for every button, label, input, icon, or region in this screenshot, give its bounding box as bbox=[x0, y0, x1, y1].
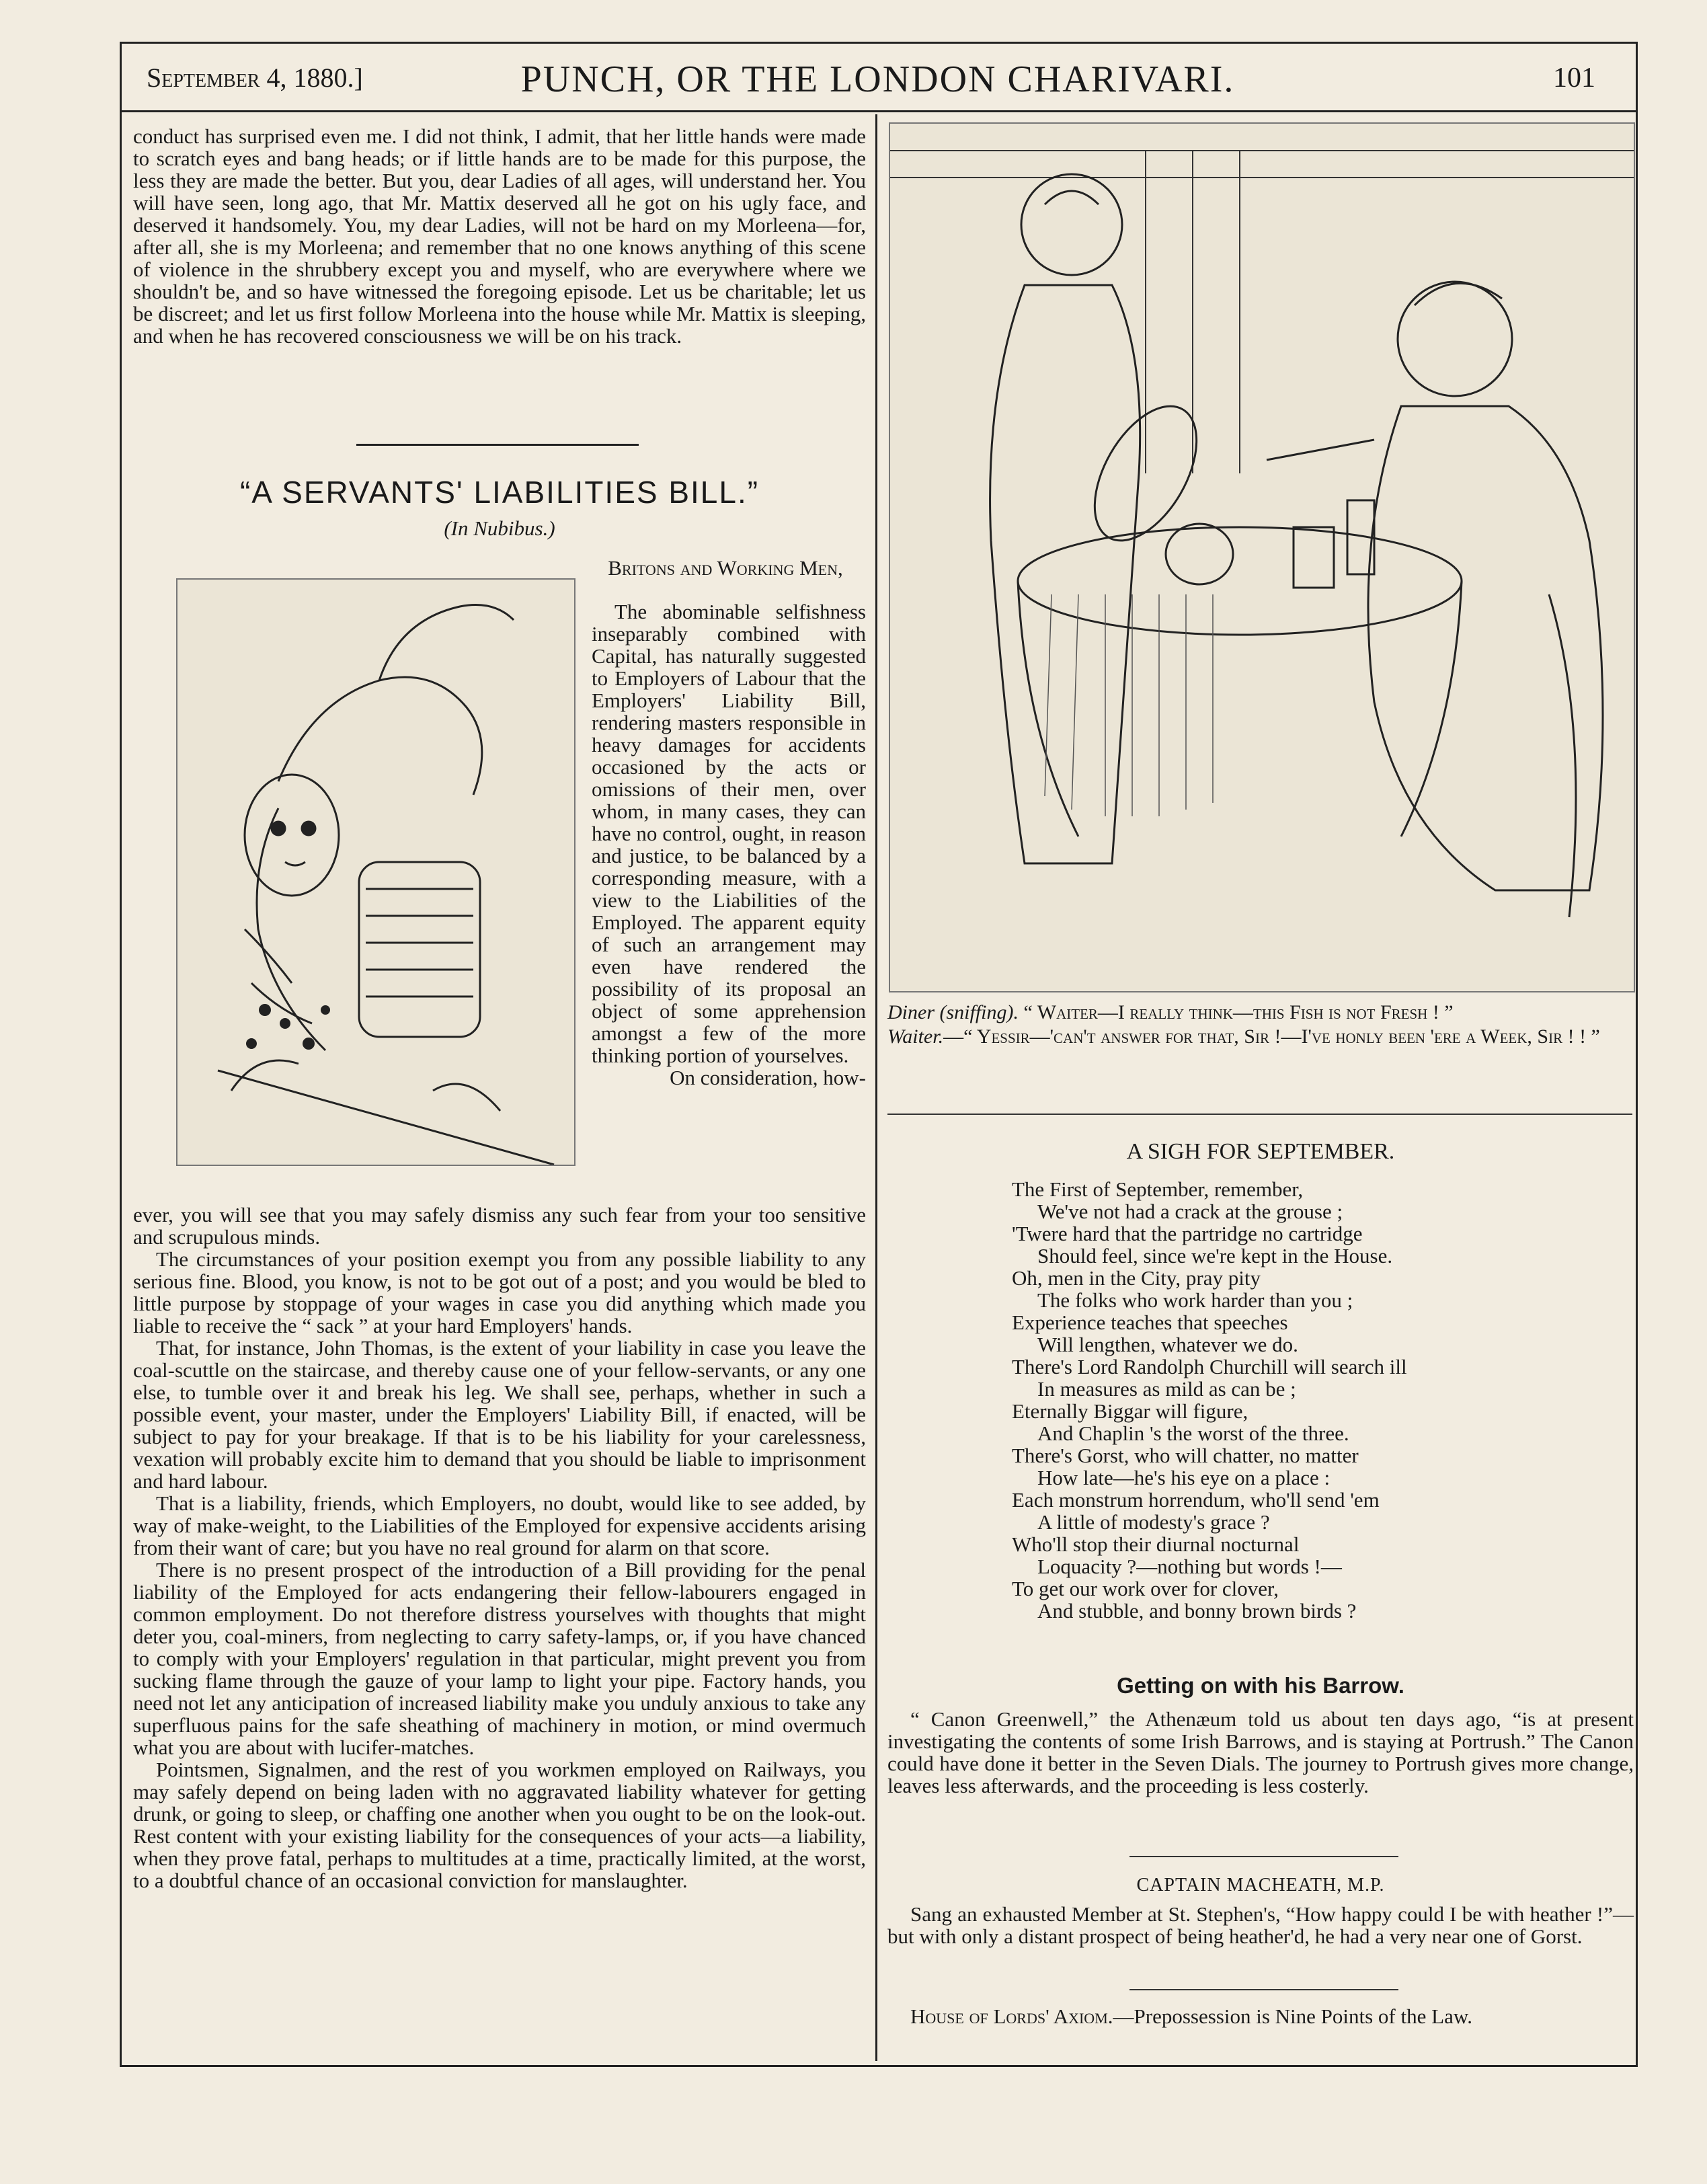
article-body: ever, you will see that you may safely dismiss any such fear from your too sensitive and scrupulous minds. The circumstances of your position exempt you from any possible liability to any serious fine. Blood, you know, is not to be got out of a post; and you would be bled to little purpose by stoppage of your wages in case you did anything which made you liable to receive the “ sack ” at your hard Employers' hands. That, for instance, John Thomas, is the extent of your liability in case you leave the coal-scuttle on the staircase, and thereby cause one of your fellow-servants, or any one else, to tumble over it and break his leg. We shall see, perhaps, whether in such a possible event, your master, under the Employers' Liability Bill, if enacted, will be subject to pay for your breakage. If that is to be his liability for your carelessness, vexation will probably excite him to demand that you should be liable to imprisonment and hard labour. That is a liability, friends, which Employers, no doubt, would like to see added, by way of make-weight, to the Liabilities of the Employed for expensive accidents arising from their want of care; but you have no real ground for alarm on that score. There is no present prospect of the introduction of a Bill providing for the penal liability of the Employed for acts endangering their fellow-labourers engaged in common employment. Do not therefore distress yourselves with thoughts that might deter you, coal-miners, from neglecting to carry safety-lamps, or, if you have chanced to comply with your Employers' regulation in that particular, might prevent you from sucking flame through the gauze of your lamp to light your pipe. Factory hands, you need not let any anticipation of increased liability make you unduly anxious to take any superfluous pains for the safe sheathing of machinery in motion, or mind overmuch what you are about with lucifer-matches. Pointsmen, Signalmen, and the rest of you workmen employed on Railways, you may safely depend on being laden with no aggravated liability whatever for getting drunk, or going to sleep, or chaffing one another when you ought to be on the look-out. Rest content with your existing liability for the consequences of your acts—a liability, when they prove fatal, perhaps to multitudes at a time, practically limited, at the worst, to a doubtful chance of an occasional conviction for manslaughter. bbox=[133, 1203, 866, 1892]
issue-date: September 4, 1880.] bbox=[147, 63, 363, 93]
falling-servant-drawing bbox=[177, 580, 574, 1165]
poem-line: 'Twere hard that the partridge no cartridge bbox=[1012, 1222, 1363, 1245]
poem-line: And stubble, and bonny brown birds ? bbox=[1037, 1599, 1357, 1623]
poem-body bbox=[1012, 1178, 1407, 1622]
barrow-paragraph: “ Canon Greenwell,” the Athenæum told us about ten days ago, “is at present investigating the contents of some Irish Barrows, and is staying at Portrush.” The Canon could have done it better in the Seven Dials. The journey to Portrush gives more change, leaves less afterwards, and the proceeding is less costerly. bbox=[887, 1707, 1634, 1797]
poem-line: There's Gorst, who will chatter, no matter bbox=[1012, 1444, 1359, 1467]
poem-line: Each monstrum horrendum, who'll send 'em bbox=[1012, 1488, 1380, 1512]
column-divider bbox=[875, 114, 877, 2061]
poem-line: Experience teaches that speeches bbox=[1012, 1311, 1288, 1334]
poem-line: The folks who work harder than you ; bbox=[1037, 1288, 1353, 1312]
restaurant-cartoon bbox=[889, 122, 1635, 992]
waiter-line: —“ Yessir—'can't answer for that, Sir !—I've honly been 'ere a Week, Sir ! ! ” bbox=[943, 1025, 1600, 1048]
poem-line: Will lengthen, whatever we do. bbox=[1037, 1333, 1298, 1356]
article-subtitle: (In Nubibus.) bbox=[444, 516, 555, 540]
poem-line: The First of September, remember, bbox=[1012, 1177, 1304, 1201]
waiter-and-diner-drawing bbox=[890, 124, 1634, 991]
macheath-paragraph: Sang an exhausted Member at St. Stephen's, “How happy could I be with heather !”—but with only a distant prospect of being heather'd, he had a very near one of Gorst. bbox=[887, 1902, 1634, 1948]
barrow-rule bbox=[1129, 1856, 1398, 1857]
poem-line: There's Lord Randolph Churchill will search ill bbox=[1012, 1355, 1407, 1378]
poem-line: We've not had a crack at the grouse ; bbox=[1037, 1200, 1343, 1223]
salutation: Britons and Working Men, bbox=[608, 556, 843, 580]
cartoon-caption bbox=[887, 1001, 1627, 1049]
poem-line: How late—he's his eye on a place : bbox=[1037, 1466, 1331, 1489]
poem-line: To get our work over for clover, bbox=[1012, 1577, 1279, 1600]
poem-line: In measures as mild as can be ; bbox=[1037, 1377, 1296, 1401]
servant-falling-illustration bbox=[176, 578, 575, 1166]
intro-paragraph: conduct has surprised even me. I did not think, I admit, that her little hands were made to scratch eyes and bang heads; or if little hands are to be made for this purpose, the less they are made the better. But you, dear Ladies of all ages, will understand her. You will have seen, long ago, that Mr. Mattix deserved all he got on his ugly face, and deserved it handsomely. You, my dear Ladies, will not be hard on my Morleena—for, after all, she is my Morleena; and remember that no one knows anything of this scene of violence in the shrubbery except you and myself, who are everywhere where we shouldn't be, and so have witnessed the foregoing episode. Let us be charitable; let us be discreet; and let us first follow Morleena into the house while Mr. Mattix is sleeping, and when he has recovered consciousness we will be on his track. bbox=[133, 124, 866, 348]
poem-line: Who'll stop their diurnal nocturnal bbox=[1012, 1532, 1300, 1556]
macheath-title: CAPTAIN MACHEATH, M.P. bbox=[1136, 1875, 1385, 1896]
poem-line: A little of modesty's grace ? bbox=[1037, 1510, 1270, 1534]
axiom-text: —Prepossession is Nine Points of the Law. bbox=[1113, 2004, 1472, 2028]
article-title: “A SERVANTS' LIABILITIES BILL.” bbox=[239, 475, 760, 510]
poem-line: Should feel, since we're kept in the House. bbox=[1037, 1244, 1393, 1268]
publication-title: PUNCH, OR THE LONDON CHARIVARI. bbox=[520, 58, 1235, 100]
waiter-speaker: Waiter. bbox=[887, 1025, 944, 1048]
diner-speaker: Diner (sniffing). bbox=[887, 1001, 1019, 1023]
poem-line: Eternally Biggar will figure, bbox=[1012, 1399, 1248, 1423]
caption-rule bbox=[887, 1114, 1632, 1115]
page-number: 101 bbox=[1553, 63, 1595, 93]
poem-line: Loquacity ?—nothing but words !— bbox=[1037, 1555, 1342, 1578]
poem-title: A SIGH FOR SEPTEMBER. bbox=[1126, 1139, 1395, 1164]
macheath-rule bbox=[1129, 1989, 1398, 1990]
barrow-title: Getting on with his Barrow. bbox=[1117, 1673, 1404, 1698]
axiom-paragraph bbox=[887, 2005, 1634, 2027]
axiom-label: House of Lords' Axiom. bbox=[910, 2004, 1113, 2028]
side-text: The abominable selfishness inseparably combined with Capital, has naturally suggested to Employers of Labour that the Employers' Liability Bill, rendering masters responsible in heavy damages for accidents occasioned by the acts or omissions of their men, over whom, in many cases, they can have no control, ought, in reason and justice, to be balanced by a corresponding measure, with a view to the Liabilities of the Employed. The apparent equity of such an arrangement may even have rendered the possibility of its proposal an object of some apprehension amongst a few of the more thinking portion of yourselves. On consideration, how- bbox=[592, 600, 866, 1089]
masthead bbox=[120, 48, 1636, 112]
diner-line: “ Waiter—I really think—this Fish is not Fresh ! ” bbox=[1023, 1001, 1454, 1023]
section-rule bbox=[356, 444, 639, 446]
poem-line: And Chaplin 's the worst of the three. bbox=[1037, 1421, 1349, 1445]
poem-line: Oh, men in the City, pray pity bbox=[1012, 1266, 1261, 1290]
